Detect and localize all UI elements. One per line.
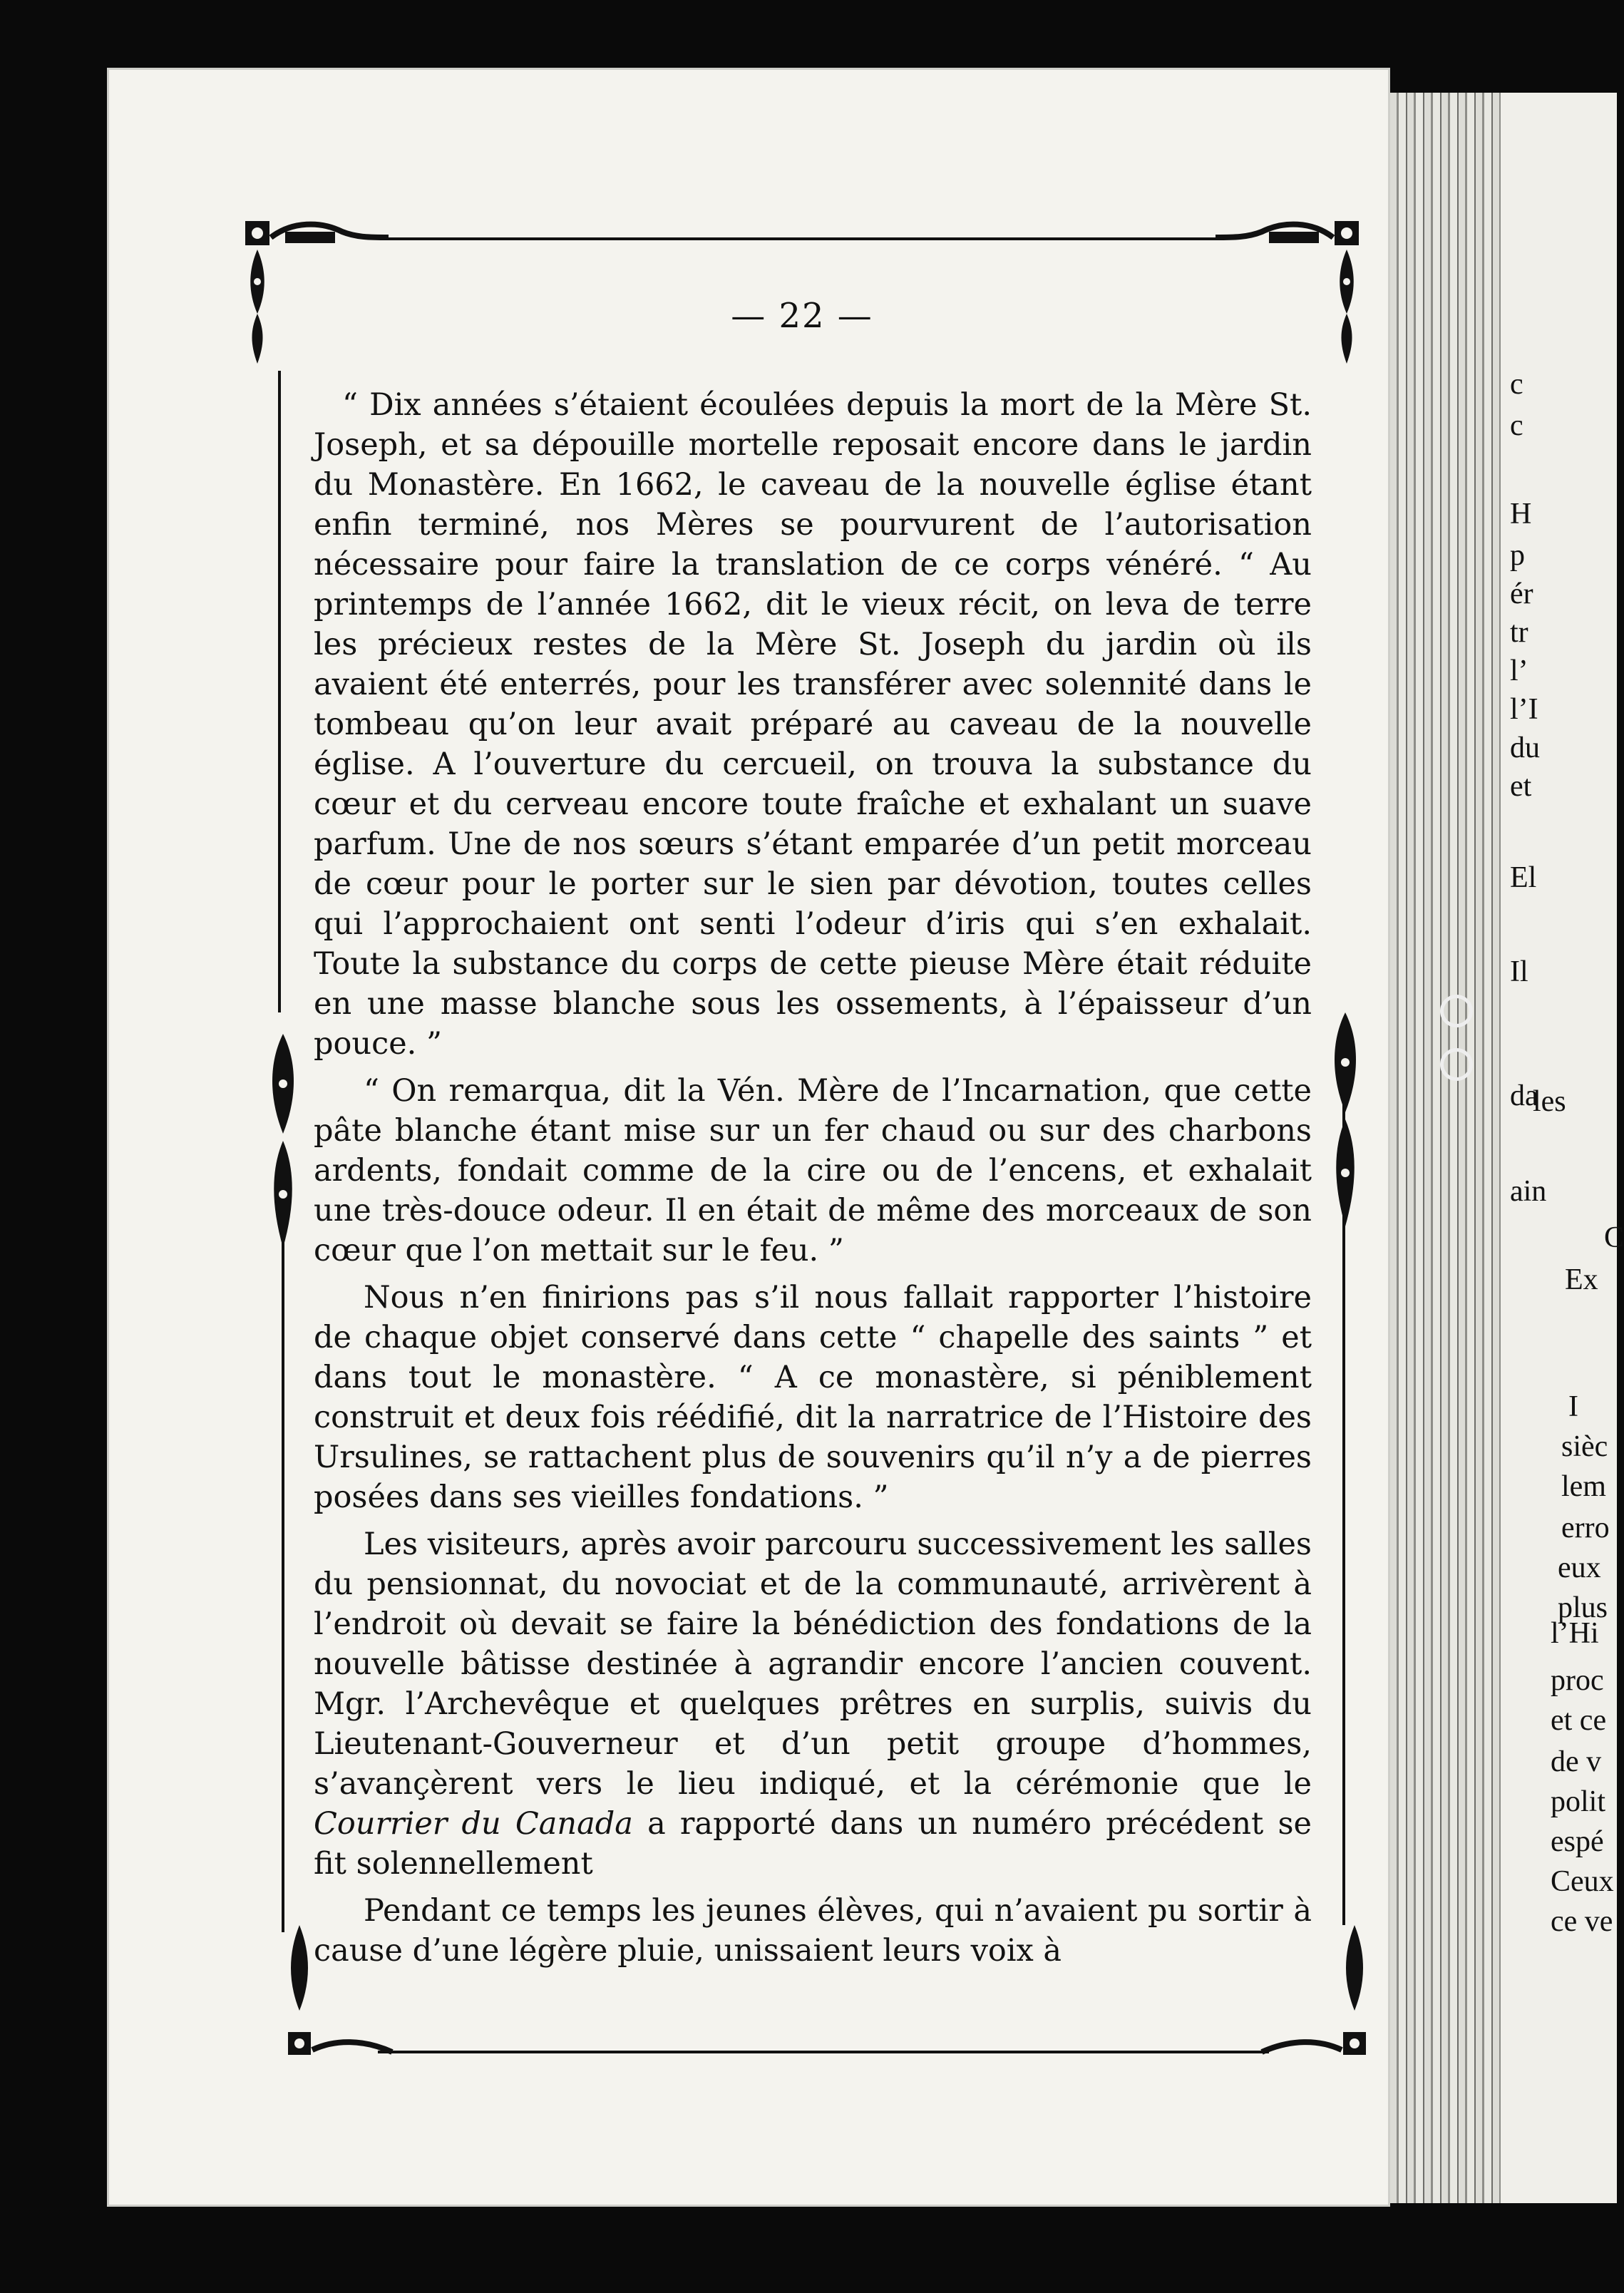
adjacent-line: da — [1510, 1079, 1538, 1112]
binding-ring — [1440, 1048, 1473, 1081]
adjacent-line: ain — [1510, 1175, 1547, 1208]
adjacent-line: et ce — [1551, 1704, 1607, 1737]
corner-ornament-top-left — [242, 214, 392, 371]
adjacent-line: eux — [1558, 1551, 1601, 1584]
adjacent-line: erro — [1561, 1512, 1610, 1544]
adjacent-line: proc — [1551, 1664, 1604, 1697]
corner-ornament-top-right — [1212, 214, 1362, 371]
frame-left-rule — [282, 1226, 284, 1932]
paragraph: “ Dix années s’étaient écoulées depuis la mort de la Mère St. Joseph, et sa dépouille mortelle reposait encore dans le jardin du Monastère. En 1662, le caveau de la nouvelle église étant enfin terminé, nos Mères se pourvurent de l’autorisation nécessaire pour faire la translation de ce corps vénéré. “ Au printemps de l’année 1662, dit le vieux récit, on leva de terre les précieux restes de la Mère St. Joseph du jardin où ils avaient été enterrés, pour les transférer avec solennité dans le tombeau qu’on leur avait préparé au caveau de la nouvelle église. A l’ouverture du cercueil, on trouva la substance du cœur et du cerveau encore toute fraîche et exhalant un suave parfum. Une de nos sœurs s’étant emparée d’un petit morceau de cœur pour le porter sur le sien par dévotion, toutes celles qui l’approchaient ont senti l’odeur d’iris qui s’en exhalait. Toute la substance du corps de cette pieuse Mère était réduite en une masse blanche sous les ossements, à l’épaisseur d’un pouce. ” — [314, 387, 1312, 1062]
adjacent-line: lem — [1561, 1470, 1606, 1503]
adjacent-line: polit — [1551, 1785, 1606, 1818]
adjacent-line: l’ — [1510, 655, 1528, 687]
adjacent-line: plus — [1558, 1591, 1608, 1624]
adjacent-line: c — [1510, 409, 1523, 442]
frame-left-rule — [278, 371, 281, 1012]
adjacent-line: c — [1510, 368, 1523, 401]
adjacent-line: El — [1510, 861, 1537, 894]
side-ornament-right — [1327, 1012, 1363, 1226]
paragraph: Pendant ce temps les jeunes élèves, qui n’avaient pu sortir à cause d’une légère pluie, unissaient leurs voix à — [314, 1893, 1312, 1969]
paragraph-text: Les visiteurs, après avoir parcouru successivement les salles du pensionnat, du novociat et de la communauté, arrivèrent à l’endroit où devait se faire la bénédiction des fondations de la nouvelle bâtisse destinée à agrandir encore l’ancien couvent. Mgr. l’Archevêque et quelques prêtres en surplis, suivis du Lieutenant-Gouverneur et d’un petit groupe d’hommes, s’avançèrent vers le lieu indiqué, et la cérémonie que le — [314, 1527, 1312, 1802]
body-text — [314, 385, 1312, 1978]
adjacent-line: l’I — [1510, 693, 1538, 726]
frame-bottom-rule — [378, 2051, 1269, 2053]
adjacent-line: sièc — [1561, 1430, 1608, 1463]
frame-top-rule — [385, 237, 1219, 240]
paragraph: Nous n’en finirions pas s’il nous fallait rapporter l’histoire de chaque objet conservé dans cette “ chapelle des saints ” et dans tout le monastère. “ A ce monastère, si péniblement construit et deux fois réédifié, dit la narratrice de l’Histoire des Ursulines, se rattachent plus de souvenirs qu’il n’y a de pierres posées dans ses vieilles fondations. ” — [314, 1280, 1312, 1515]
adjacent-line: du — [1510, 732, 1540, 764]
adjacent-line: C — [1604, 1221, 1624, 1254]
page-stack-edge — [1390, 93, 1501, 2203]
adjacent-line: de v — [1551, 1745, 1602, 1778]
page-number: — 22 — — [731, 296, 873, 336]
adjacent-line: p — [1510, 539, 1525, 572]
paragraph: “ On remarqua, dit la Vén. Mère de l’Incarnation, que cette pâte blanche étant mise sur un fer chaud ou sur des charbons ardents, fondait comme de la cire ou de l’encens, et exhalait une très-douce odeur. Il en était de même des morceaux de son cœur que l’on mettait sur le feu. ” — [314, 1073, 1312, 1268]
side-ornament-left — [265, 1034, 301, 1248]
adjacent-line: tr — [1510, 616, 1528, 649]
adjacent-line: espé — [1551, 1825, 1604, 1858]
adjacent-line: Ceux — [1551, 1865, 1614, 1898]
binding-ring — [1440, 995, 1473, 1027]
adjacent-line: et — [1510, 770, 1532, 803]
adjacent-line: l’Hi — [1551, 1617, 1599, 1650]
adjacent-line: ce ve — [1551, 1905, 1613, 1938]
adjacent-line: H — [1510, 498, 1532, 530]
paragraph-text: a rapporté dans un numéro précédent se fit solennellement — [314, 1806, 1312, 1882]
adjacent-line: ér — [1510, 578, 1533, 610]
paragraph — [314, 1524, 1312, 1884]
adjacent-line: Il — [1510, 955, 1528, 988]
adjacent-line: Ex — [1565, 1263, 1598, 1296]
adjacent-line: les — [1533, 1085, 1566, 1118]
newspaper-title: Courrier du Canada — [314, 1806, 633, 1842]
adjacent-line: I — [1568, 1390, 1578, 1423]
